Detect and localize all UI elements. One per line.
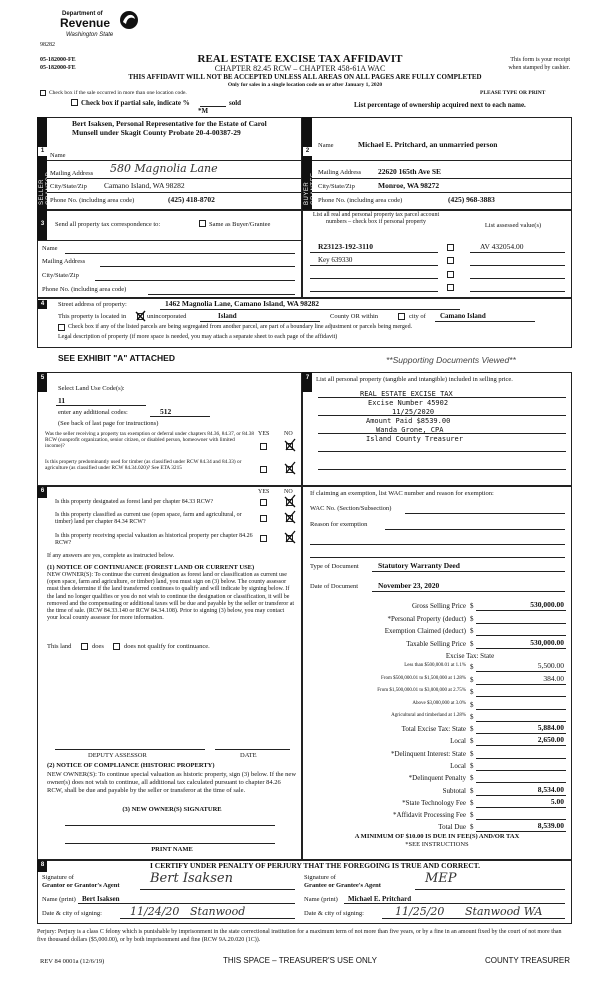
dept-name: Revenue <box>60 16 111 30</box>
seller-mailing-label: Mailing Address <box>50 170 94 177</box>
total-row-currency: $ <box>470 761 474 770</box>
buyer-phone-label: Phone No. (including area code) <box>318 197 403 204</box>
bracket-row-currency: $ <box>470 663 474 671</box>
buyer-phone[interactable]: (425) 968-3883 <box>448 195 495 204</box>
tax-row-label: Taxable Selling Price <box>406 639 466 648</box>
grantee-sig-line <box>415 889 565 890</box>
land-does-not-checkbox[interactable] <box>113 643 120 650</box>
section-8-number: 8 <box>38 861 47 870</box>
print-name-label: PRINT NAME <box>151 846 193 853</box>
stamp-line-1: REAL ESTATE EXCISE TAX <box>360 390 453 398</box>
dor-swirl-icon <box>118 10 140 30</box>
street-address[interactable]: 1462 Magnolia Lane, Camano Island, WA 98282 <box>165 299 320 308</box>
segregated-checkbox[interactable] <box>58 324 65 331</box>
seller-phone[interactable]: (425) 418-8702 <box>168 195 215 204</box>
corr-city-label: City/State/Zip <box>42 272 79 279</box>
rev-number: REV 84 0001a (12/6/19) <box>40 958 105 965</box>
notice-2-body: NEW OWNER(S): To continue special valuation as historic property, sign (3) below. If the new owner(s) does not wish to continue, all additional tax calculated pursuant to chapter 84.26 RCW, shall be due and payable by the seller or transferor at the time of sale. <box>47 771 297 794</box>
s6-q1-yes[interactable] <box>260 499 267 506</box>
seller-name-line <box>47 160 302 161</box>
s5-q1-yes[interactable] <box>260 443 267 450</box>
additional-codes[interactable]: 512 <box>160 407 172 416</box>
seller-mailing[interactable]: 580 Magnolia Lane <box>110 162 218 175</box>
total-row-label: *Delinquent Penalty <box>408 774 466 783</box>
parcels-header-left: List all real and personal property tax parcel account numbers – check box if personal property <box>312 212 440 225</box>
grantee-name-label: Name (print) <box>304 896 338 903</box>
street-label: Street address of property: <box>58 301 127 308</box>
total-row-value[interactable]: 8,539.00 <box>537 821 564 831</box>
parcel-1-line <box>310 252 438 253</box>
buyer-mailing-line <box>312 178 572 179</box>
total-row-currency: $ <box>470 811 474 820</box>
bracket-row-label: Above $3,000,000 at 3.0% <box>412 700 466 706</box>
buyer-mailing[interactable]: 22620 165th Ave SE <box>378 167 441 176</box>
legal-desc-label: Legal description of property (if more space is needed, you may attach a separate sheet to each page of the affidavit) <box>58 334 338 340</box>
land-use-code[interactable]: 11 <box>58 396 66 405</box>
located-in-label: This property is located in <box>58 313 127 320</box>
parcel-1[interactable]: R23123-192-3110 <box>318 242 373 251</box>
stamp-line-4: Amount Paid $8539.00 <box>366 417 451 425</box>
total-row-label: Local <box>450 737 466 746</box>
perjury-note: Perjury: Perjury is a class C felony which is punishable by imprisonment in the state correctional institution for a maximum term of not more than five years, or by a fine in an amount fixed by the court of not more than five thousand dollars ($5,000.00), or by both imprisonment and fine (RCW 9A.20.020 (1C)). <box>37 929 562 943</box>
land-does-not-label: does not qualify for continuance. <box>124 643 210 650</box>
tax-row-value[interactable]: 530,000.00 <box>530 637 564 647</box>
tax-row-line <box>476 623 566 624</box>
s6-no-header: NO <box>284 489 293 495</box>
s6-q3-check-icon <box>283 530 297 544</box>
s5-q1: Was the seller receiving a property tax exemption or deferral under chapters 84.36, 84.37, or 84.38 RCW (nonprofit organization, senior citizen, or disabled person, homeowner with limited income)? <box>45 431 255 450</box>
see-back-note: (See back of last page for instructions) <box>58 420 159 427</box>
parcel-1-value-line <box>470 252 565 253</box>
personal-line-4 <box>318 451 566 452</box>
new-owner-sig-line[interactable] <box>65 825 275 826</box>
receipt-note-1: This form is your receipt <box>510 57 570 63</box>
same-as-buyer-checkbox[interactable] <box>199 220 206 227</box>
dept-line: Department of <box>62 11 103 17</box>
seller-city[interactable]: Camano Island, WA 98282 <box>104 181 185 190</box>
total-row-line <box>476 782 566 783</box>
bracket-row-currency: $ <box>470 675 474 684</box>
total-row-currency: $ <box>470 725 474 733</box>
seller-city-line <box>47 192 302 193</box>
m-mark: *M <box>198 107 209 115</box>
see-instructions: *SEE INSTRUCTIONS <box>405 841 469 848</box>
total-row-label: *Delinquent Interest: State <box>390 749 466 758</box>
exemption-claim-label: If claiming an exemption, list WAC number and reason for exemption: <box>310 490 494 497</box>
unincorporated-check-icon <box>135 310 147 322</box>
grantee-name[interactable]: Michael E. Pritchard <box>348 895 412 903</box>
treasurer-space: THIS SPACE – TREASURER'S USE ONLY <box>222 956 377 965</box>
land-use-line <box>56 405 146 406</box>
parcel-2[interactable]: Key 639330 <box>318 256 353 264</box>
parcel-3-line[interactable] <box>310 278 438 279</box>
grantee-date-label: Date & city of signing: <box>304 910 364 917</box>
total-row-currency: $ <box>470 786 474 795</box>
date-doc-label: Date of Document <box>310 583 359 590</box>
grantor-sig-line <box>140 889 295 890</box>
s6-q2-yes[interactable] <box>260 515 267 522</box>
total-row-value[interactable]: 2,650.00 <box>537 735 564 745</box>
city-line <box>435 321 535 322</box>
list-personal-label: List all personal property (tangible and intangible) included in selling price. <box>316 376 513 383</box>
section-6-number: 6 <box>38 487 47 496</box>
reason-line-2[interactable] <box>310 544 565 545</box>
s6-q2-check-icon <box>283 510 297 524</box>
parcel-2-personal-checkbox[interactable] <box>447 257 454 264</box>
stamp-line-6: Island County Treasurer <box>366 435 463 443</box>
s6-q1: Is this property designated as forest land per chapter 84.33 RCW? <box>55 499 214 505</box>
date-doc[interactable]: November 23, 2020 <box>378 581 440 590</box>
buyer-city-label: City/State/Zip <box>318 183 355 190</box>
dor-logo <box>60 10 140 44</box>
total-row-line <box>476 758 566 759</box>
bracket-row-currency: $ <box>470 688 474 696</box>
total-row-line <box>476 733 566 734</box>
tax-row-line <box>476 610 566 611</box>
seller-phone-label: Phone No. (including area code) <box>50 197 135 204</box>
parcel-4-value-line[interactable] <box>470 291 565 292</box>
section-7-number: 7 <box>303 374 312 383</box>
personal-line-1 <box>318 397 566 398</box>
type-doc-label: Type of Document <box>310 563 359 570</box>
grantor-date-line <box>120 918 295 919</box>
reason-line-1[interactable] <box>385 529 565 530</box>
property-city[interactable]: Camano Island <box>440 312 486 320</box>
bracket-row-line <box>476 684 566 685</box>
receipt-note-2: when stamped by cashier. <box>508 65 570 71</box>
section-2-number: 2 <box>303 147 312 156</box>
s6-q2: Is this property classified as current use (open space, farm and agricultural, or timber) land per chapter 84.34 RCW? <box>55 512 242 525</box>
sig-grantee-label-1: Signature of <box>304 874 336 881</box>
land-does-checkbox[interactable] <box>81 643 88 650</box>
county-treasurer: COUNTY TREASURER <box>484 956 570 965</box>
form-code: 98282 <box>40 42 55 48</box>
sold-label: sold <box>229 99 242 107</box>
grantee-date[interactable]: 11/25/20 <box>395 905 445 918</box>
parcel-3-value-line[interactable] <box>470 278 565 279</box>
county-or-label: County OR within <box>330 313 379 320</box>
parcel-4-personal-checkbox[interactable] <box>447 284 454 291</box>
corr-name-label: Name <box>42 245 58 252</box>
docs-viewed: **Supporting Documents Viewed** <box>386 355 516 365</box>
multi-location-checkbox[interactable] <box>40 90 46 96</box>
s5-no-header: NO <box>284 431 293 437</box>
buyer-name[interactable]: Michael E. Pritchard, an unmarried person <box>358 140 498 149</box>
type-doc-line <box>372 571 565 572</box>
stamp-line-2: Excise Number 45902 <box>368 399 449 407</box>
total-row-label: *State Technology Fee <box>402 798 466 807</box>
buyer-name-label: Name <box>318 142 334 149</box>
additional-codes-label: enter any additional codes: <box>58 409 128 416</box>
buyer-side-label: BUYER GRANTEE <box>304 172 317 205</box>
grantor-name[interactable]: Bert Isaksen <box>82 895 120 903</box>
grantor-signature[interactable]: Bert Isaksen <box>150 871 233 886</box>
total-row-line <box>476 807 566 808</box>
bracket-row-line <box>476 671 566 672</box>
total-row-line <box>476 770 566 771</box>
total-row-label: Total Excise Tax: State <box>401 725 466 733</box>
notice-2-title: (2) NOTICE OF COMPLIANCE (HISTORIC PROPERTY) <box>47 762 215 769</box>
bracket-row-line <box>476 696 566 697</box>
buyer-city-line <box>312 192 572 193</box>
minimum-due: A MINIMUM OF $10.00 IS DUE IN FEE(S) AND/OR TAX <box>354 833 520 840</box>
tax-row-label: *Personal Property (deduct) <box>387 614 466 623</box>
grantor-name-label: Name (print) <box>42 896 76 903</box>
total-row-currency: $ <box>470 823 474 832</box>
notice-1-title: (1) NOTICE OF CONTINUANCE (FOREST LAND OR CURRENT USE) <box>47 564 255 571</box>
city-of-label: city of <box>409 313 426 320</box>
exhibit-a: SEE EXHIBIT "A" ATTACHED <box>58 353 175 363</box>
deputy-date-label: DATE <box>240 752 257 759</box>
parcels-header-right: List assessed value(s) <box>484 222 542 229</box>
new-owner-sig-label: (3) NEW OWNER(S) SIGNATURE <box>122 806 222 813</box>
tax-row-label: Gross Selling Price <box>411 602 466 610</box>
wac-label: WAC No. (Section/Subsection) <box>310 505 392 512</box>
reason-label: Reason for exemption <box>310 521 368 528</box>
tax-row-currency: $ <box>470 614 474 623</box>
dept-state: Washington State <box>66 32 114 38</box>
total-row-value[interactable]: 8,534.00 <box>537 784 564 794</box>
ownership-pct-note: List percentage of ownership acquired next to each name. <box>354 101 526 109</box>
land-does-label: does <box>92 643 104 650</box>
tax-row-value[interactable]: 530,000.00 <box>530 600 564 609</box>
affidavit-warning: THIS AFFIDAVIT WILL NOT BE ACCEPTED UNLESS ALL AREAS ON ALL PAGES ARE FULLY COMPLETED <box>128 73 482 81</box>
deputy-date-line[interactable] <box>215 749 290 750</box>
s5-yes-header: YES <box>258 431 270 437</box>
total-row-line <box>476 819 566 820</box>
corr-phone-line[interactable] <box>148 294 295 295</box>
s6-yes-header: YES <box>258 489 270 495</box>
s5-q2-check-icon <box>283 461 297 475</box>
fe-code-1: 05-182000-FE <box>40 57 76 63</box>
parcel-1-personal-checkbox[interactable] <box>447 244 454 251</box>
section-1-number: 1 <box>38 147 47 156</box>
stamp-line-3: 11/25/2020 <box>392 408 435 416</box>
multi-location-label: Check box if the sale occurred in more than one location code. <box>49 90 187 96</box>
bracket-row-value[interactable]: 5,500.00 <box>537 661 564 670</box>
form-chapter: CHAPTER 82.45 RCW – CHAPTER 458-61A WAC <box>214 64 386 73</box>
parcel-3-personal-checkbox[interactable] <box>447 271 454 278</box>
grantee-city[interactable]: Stanwood WA <box>465 905 543 918</box>
corr-name-line[interactable] <box>65 253 295 254</box>
street-line <box>160 309 460 310</box>
s5-q1-check-icon <box>283 438 297 452</box>
tax-row-line <box>476 648 566 649</box>
grantor-date[interactable]: 11/24/20 <box>130 905 180 918</box>
sig-grantor-label-1: Signature of <box>42 874 74 881</box>
total-row-value[interactable]: 5.00 <box>550 796 564 806</box>
reason-line-3[interactable] <box>310 557 565 558</box>
print-name-line[interactable] <box>65 843 275 844</box>
buyer-mailing-label: Mailing Address <box>318 169 362 176</box>
parcel-2-line <box>310 265 438 266</box>
tax-row-currency: $ <box>470 627 474 635</box>
certify-title: I CERTIFY UNDER PENALTY OF PERJURY THAT THE FOREGOING IS TRUE AND CORRECT. <box>149 861 480 870</box>
please-type: PLEASE TYPE OR PRINT <box>480 90 546 96</box>
bracket-row-label: From $500,000.01 to $1,500,000 at 1.28% <box>381 675 466 681</box>
tax-row-label: Exemption Claimed (deduct) <box>384 627 466 635</box>
s6-q1-check-icon <box>283 494 297 508</box>
sig-grantee-label-2: Grantee or Grantee's Agent <box>304 882 381 889</box>
grantor-date-label: Date & city of signing: <box>42 910 102 917</box>
total-row-currency: $ <box>470 774 474 783</box>
personal-line-3 <box>318 433 566 434</box>
bracket-row-label: Agricultural and timberland at 1.28% <box>391 713 466 718</box>
corr-mailing-line[interactable] <box>100 266 295 267</box>
grantor-city[interactable]: Stanwood <box>190 905 246 918</box>
city-checkbox[interactable] <box>398 313 405 320</box>
deputy-label: DEPUTY ASSESSOR <box>88 752 147 759</box>
this-land-label: This land <box>47 643 72 650</box>
total-row-currency: $ <box>470 798 474 807</box>
section-3-number: 3 <box>38 220 47 229</box>
type-doc[interactable]: Statutory Warranty Deed <box>378 561 460 570</box>
parcel-2-value-line[interactable] <box>470 265 565 266</box>
tax-row-currency: $ <box>470 639 474 648</box>
stamp-line-5: Wanda Grone, CPA <box>376 426 444 434</box>
seller-name-label: Name <box>50 152 66 159</box>
total-row-label: Local <box>450 761 466 770</box>
date-doc-line <box>372 591 565 592</box>
wac-line[interactable] <box>405 513 565 514</box>
section-5-number: 5 <box>38 374 47 383</box>
personal-line-2 <box>318 415 566 416</box>
s6-if-yes: If any answers are yes, complete as instructed below. <box>47 553 175 559</box>
grantee-name-line <box>344 903 565 904</box>
corr-mailing-label: Mailing Address <box>42 258 86 265</box>
corr-city-line[interactable] <box>95 280 295 281</box>
grantee-date-line <box>382 918 565 919</box>
sig-grantor-label-2: Grantor or Grantor's Agent <box>42 882 120 889</box>
section-4-number: 4 <box>38 300 47 309</box>
select-land-use-label: Select Land Use Code(s): <box>58 385 125 392</box>
segregated-label: Check box if any of the listed parcels are being segregated from another parcel, are part of a boundary line adjustment or parcels being merged. <box>68 324 413 330</box>
bracket-row-label: Less than $500,000.01 at 1.1% <box>404 663 466 668</box>
s5-q2: Is this property predominantly used for timber (as classified under RCW 84.34 and 84.33) or agriculture (as classified under RCW 84.34.020)? See ETA 3215 <box>45 459 242 472</box>
total-row-currency: $ <box>470 749 474 758</box>
bracket-row-currency: $ <box>470 713 474 721</box>
parcel-1-value[interactable]: AV 432054.00 <box>480 242 524 251</box>
bracket-row-line <box>476 709 566 710</box>
corr-phone-label: Phone No. (including area code) <box>42 286 127 293</box>
bracket-row-value[interactable]: 384.00 <box>543 673 564 683</box>
personal-line-5 <box>318 469 566 470</box>
unincorporated-label: unincorporated <box>147 313 187 320</box>
form-title: REAL ESTATE EXCISE TAX AFFIDAVIT <box>197 53 403 65</box>
seller-name[interactable]: Bert Isaksen, Personal Representative for the Estate of Carol Munsell under Skagit County Probate 20-4-00387-29 <box>72 119 267 138</box>
property-area[interactable]: Island <box>218 312 237 320</box>
s5-q2-yes[interactable] <box>260 466 267 473</box>
buyer-name-line <box>312 160 572 161</box>
total-row-line <box>476 745 566 746</box>
total-row-line <box>476 795 566 796</box>
tax-row-line <box>476 635 566 636</box>
total-row-currency: $ <box>470 737 474 746</box>
notice-1-body: NEW OWNER(S): To continue the current designation as forest land or classification as current use (open space, farm and agriculture, or timber) land, you must sign on (3) below. The county assessor must then determine if the land transferred continues to qualify and will indicate by signing below. If the land no longer qualifies or you do not wish to continue the designation or classification, it will be removed and the compensating or additional taxes will be due and payable by the seller or transferor at the time of sale. (RCW 84.33.140 or RCW 84.34.108). Prior to signing (3) below, you may contact your local county assessor for more information. <box>47 572 295 622</box>
bracket-row-label: From $1,500,000.01 to $3,000,000 at 2.75% <box>377 688 466 693</box>
partial-sale-checkbox[interactable] <box>71 99 78 106</box>
bracket-row-currency: $ <box>470 700 474 709</box>
area-line <box>200 321 320 322</box>
bracket-row-line <box>476 721 566 722</box>
s6-q3-yes[interactable] <box>260 535 267 542</box>
s6-q3: Is this property receiving special valuation as historical property per chapter 84.26 RCW? <box>55 533 253 546</box>
seller-city-label: City/State/Zip <box>50 183 87 190</box>
correspondence-text: Send all property tax correspondence to: <box>55 221 161 228</box>
grantor-name-line <box>78 903 295 904</box>
single-location-note: Only for sales in a single location code on or after January 1, 2020 <box>227 82 383 88</box>
same-as-buyer-label: Same as Buyer/Grantee <box>209 221 271 228</box>
seller-mailing-line <box>47 178 302 179</box>
total-row-value[interactable]: 5,884.00 <box>537 723 564 732</box>
tax-row-currency: $ <box>470 602 474 610</box>
total-row-label: Total Due <box>438 823 466 832</box>
deputy-line[interactable] <box>55 749 205 750</box>
fe-code-2: 05-182000-FE <box>40 65 76 71</box>
excise-state-label: Excise Tax: State <box>445 652 495 660</box>
parcel-4-line[interactable] <box>310 291 438 292</box>
grantee-signature[interactable]: MEP <box>425 871 457 886</box>
total-row-label: Subtotal <box>442 786 466 795</box>
correspondence-top-line <box>37 240 302 241</box>
partial-sale-label: Check box if partial sale, indicate % <box>81 99 190 107</box>
buyer-city[interactable]: Monroe, WA 98272 <box>378 181 440 190</box>
additional-codes-line <box>150 416 210 417</box>
total-row-label: *Affidavit Processing Fee <box>393 811 466 820</box>
seller-side-label: SELLER GRANTOR <box>39 171 52 205</box>
